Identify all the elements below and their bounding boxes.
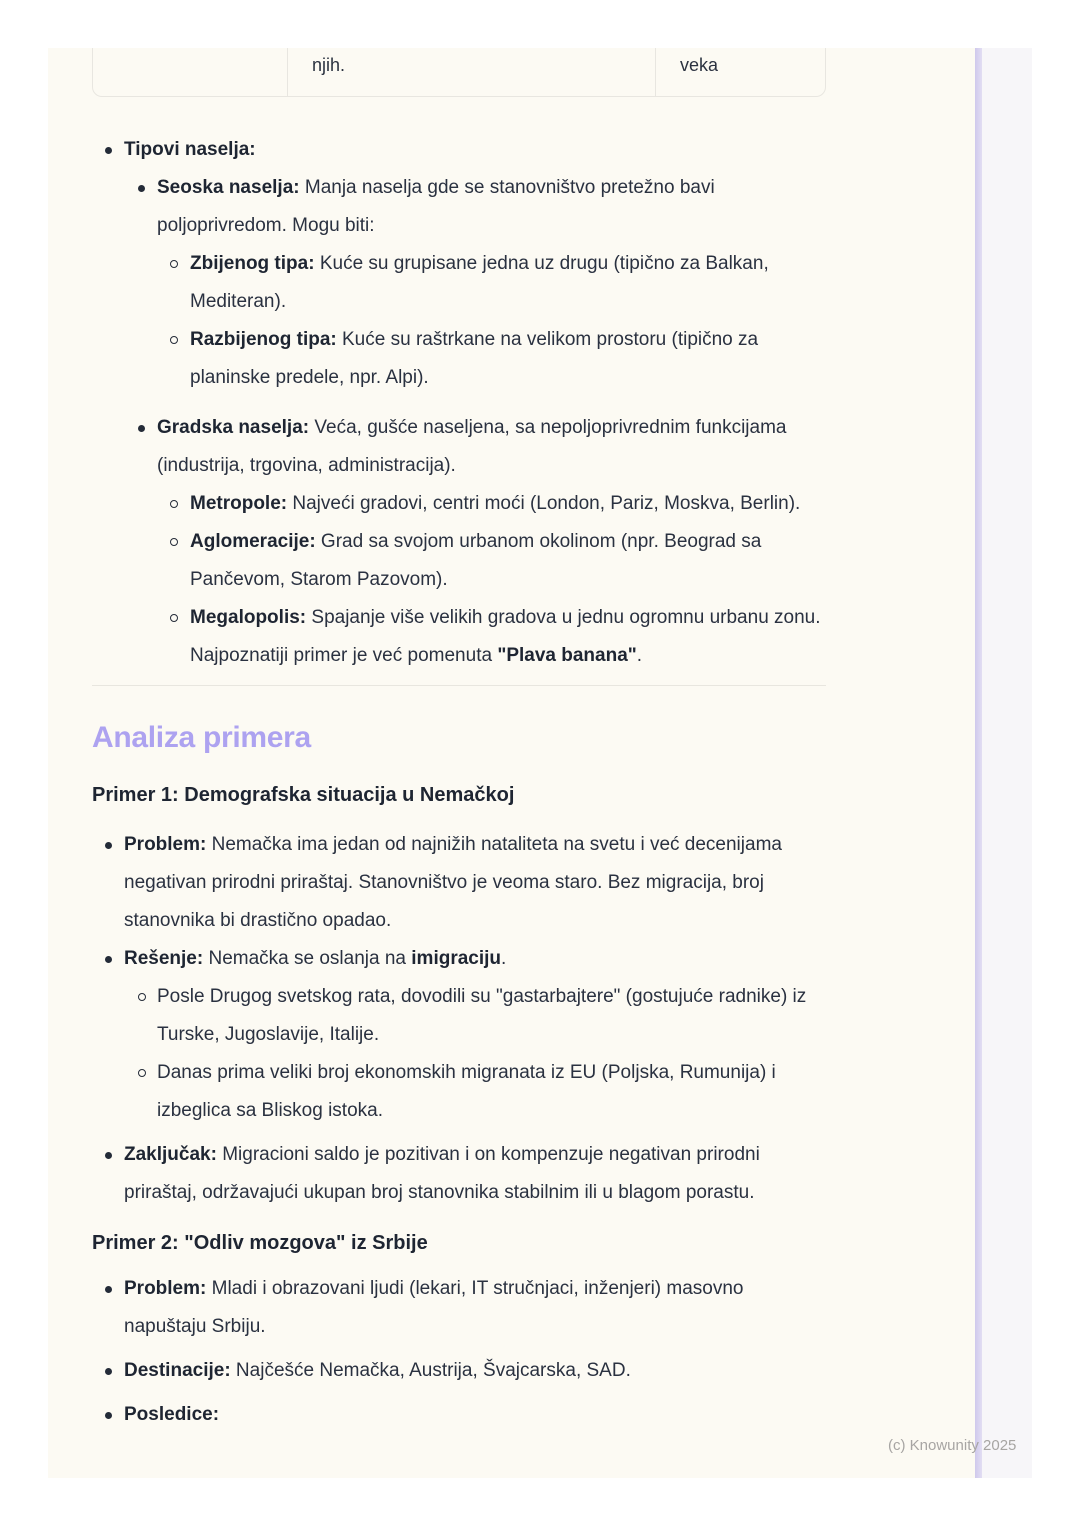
list-item-body: Nemačka se oslanja na xyxy=(203,948,412,969)
bullet-disc-icon xyxy=(105,1368,112,1375)
list-item-tipovi-naselja xyxy=(92,131,826,169)
section-divider xyxy=(92,685,826,686)
list-item-aglomeracije xyxy=(92,523,826,599)
primer-1-list xyxy=(92,826,826,1212)
list-item-text xyxy=(190,523,826,599)
bullet-disc-icon xyxy=(105,1152,112,1159)
list-item-label: Problem: xyxy=(124,1278,207,1299)
list-item-label: Razbijenog tipa: xyxy=(190,329,337,350)
list-item-gastarbajteri xyxy=(92,978,826,1054)
list-item-body: Manja naselja gde se stanovništvo pretežno bavi poljoprivredom. Mogu biti: xyxy=(157,177,715,236)
list-item-text xyxy=(124,1352,826,1390)
list-item-body: Grad sa svojom urbanom okolinom (npr. Beograd sa Pančevom, Starom Pazovom). xyxy=(190,531,762,590)
list-item-label: Tipovi naselja: xyxy=(124,139,256,160)
list-item-body: Migracioni saldo je pozitivan i on kompenzuje negativan prirodni priraštaj, održavajući ukupan broj stanovnika stabilnim ili u blagom porastu. xyxy=(124,1144,760,1203)
list-item-body: Danas prima veliki broj ekonomskih migranata iz EU (Poljska, Rumunija) i izbeglica sa Bliskog istoka. xyxy=(157,1062,776,1121)
knowunity-watermark: (c) Knowunity 2025 xyxy=(888,1437,1017,1454)
list-item-body: Kuće su grupisane jedna uz drugu (tipično za Balkan, Mediteran). xyxy=(190,253,769,312)
list-item-text xyxy=(157,978,826,1054)
list-item-megalopolis xyxy=(92,599,826,675)
list-item-text xyxy=(190,321,826,397)
subheading-primer-1: Primer 1: Demografska situacija u Nemačkoj xyxy=(92,784,515,806)
list-item-label: Posledice: xyxy=(124,1404,220,1425)
list-item-body: Najčešće Nemačka, Austrija, Švajcarska, SAD. xyxy=(230,1360,631,1381)
list-item-label: Destinacije: xyxy=(124,1360,231,1381)
list-item-posledice xyxy=(92,1396,826,1434)
bullet-disc-icon xyxy=(105,842,112,849)
bullet-circle-icon xyxy=(138,993,146,1001)
list-item-label: Seoska naselja: xyxy=(157,177,300,198)
bullet-circle-icon xyxy=(170,336,178,344)
bullet-circle-icon xyxy=(138,1069,146,1077)
list-item-text xyxy=(157,1054,826,1130)
list-item-text xyxy=(190,485,826,523)
list-item-text xyxy=(124,1136,826,1212)
list-item-text xyxy=(124,1270,826,1346)
list-item-body: Veća, gušće naseljena, sa nepoljoprivrednim funkcijama (industrija, trgovina, administracija). xyxy=(157,417,787,476)
list-item-seoska-naselja xyxy=(92,169,826,245)
list-item-label: Zaključak: xyxy=(124,1144,217,1165)
list-item-body: Spajanje više velikih gradova u jednu ogromnu urbanu zonu. Najpoznatiji primer je već pomenuta xyxy=(190,607,821,666)
bullet-circle-icon xyxy=(170,500,178,508)
list-item-zbijenog-tipa xyxy=(92,245,826,321)
table-cell-veka: veka xyxy=(680,55,719,75)
bullet-disc-icon xyxy=(105,956,112,963)
list-item-bold-phrase: "Plava banana" xyxy=(497,645,637,666)
list-item-label: Rešenje: xyxy=(124,948,204,969)
list-item-gradska-naselja xyxy=(92,409,826,485)
list-item-migranti-danas xyxy=(92,1054,826,1130)
page-edge-accent-bar xyxy=(975,48,982,1478)
table-cell-njih: njih. xyxy=(288,48,656,96)
list-item-body: Nemačka ima jedan od najnižih nataliteta na svetu i već decenijama negativan prirodni priraštaj. Stanovništvo je veoma staro. Bez migracija, broj stanovnika bi drastično opadao. xyxy=(124,834,782,931)
list-item-body: Najveći gradovi, centri moći (London, Pariz, Moskva, Berlin). xyxy=(287,493,801,514)
list-item-text xyxy=(157,409,826,485)
list-item-body-end: . xyxy=(636,645,643,666)
list-item-problem-2 xyxy=(92,1270,826,1346)
bullet-circle-icon xyxy=(170,538,178,546)
bullet-disc-icon xyxy=(105,1286,112,1293)
right-side-panel xyxy=(982,48,1032,1478)
list-item-zakljucak xyxy=(92,1136,826,1212)
list-item-text xyxy=(124,1396,826,1434)
section-heading-analiza-primera: Analiza primera xyxy=(92,721,311,754)
list-item-label: Megalopolis: xyxy=(190,607,307,628)
bullet-circle-icon xyxy=(170,614,178,622)
document-page xyxy=(48,48,975,1478)
list-item-label: Gradska naselja: xyxy=(157,417,310,438)
list-item-text xyxy=(157,169,826,245)
list-item-body: Kuće su raštrkane na velikom prostoru (tipično za planinske predele, npr. Alpi). xyxy=(190,329,759,388)
list-item-label: Aglomeracije: xyxy=(190,531,316,552)
settlement-types-list xyxy=(92,131,826,675)
list-item-label: Metropole: xyxy=(190,493,288,514)
bullet-disc-icon xyxy=(105,1412,112,1419)
list-item-razbijenog-tipa xyxy=(92,321,826,397)
list-item-text xyxy=(124,826,826,940)
bullet-disc-icon xyxy=(105,147,112,154)
list-item-body: Posle Drugog svetskog rata, dovodili su "gastarbajtere" (gostujuće radnike) iz Turske, Jugoslavije, Italije. xyxy=(157,986,807,1045)
list-item-problem-1 xyxy=(92,826,826,940)
list-item-bold-phrase: imigraciju xyxy=(411,948,502,969)
table-cell-empty xyxy=(93,48,288,96)
list-item-text xyxy=(190,599,826,675)
list-item-text xyxy=(190,245,826,321)
table-fragment xyxy=(92,48,826,97)
bullet-disc-icon xyxy=(138,185,145,192)
list-item-text xyxy=(124,940,826,978)
list-item-label: Problem: xyxy=(124,834,207,855)
document-content xyxy=(92,48,826,1434)
list-item-text xyxy=(124,131,826,169)
list-item-destinacije xyxy=(92,1352,826,1390)
list-item-body: Mladi i obrazovani ljudi (lekari, IT stručnjaci, inženjeri) masovno napuštaju Srbiju. xyxy=(124,1278,744,1337)
list-item-metropole xyxy=(92,485,826,523)
subheading-primer-2: Primer 2: "Odliv mozgova" iz Srbije xyxy=(92,1232,428,1254)
list-item-label: Zbijenog tipa: xyxy=(190,253,315,274)
list-item-body-end: . xyxy=(501,948,507,969)
bullet-circle-icon xyxy=(170,260,178,268)
list-item-resenje xyxy=(92,940,826,978)
bullet-disc-icon xyxy=(138,425,145,432)
primer-2-list xyxy=(92,1270,826,1434)
